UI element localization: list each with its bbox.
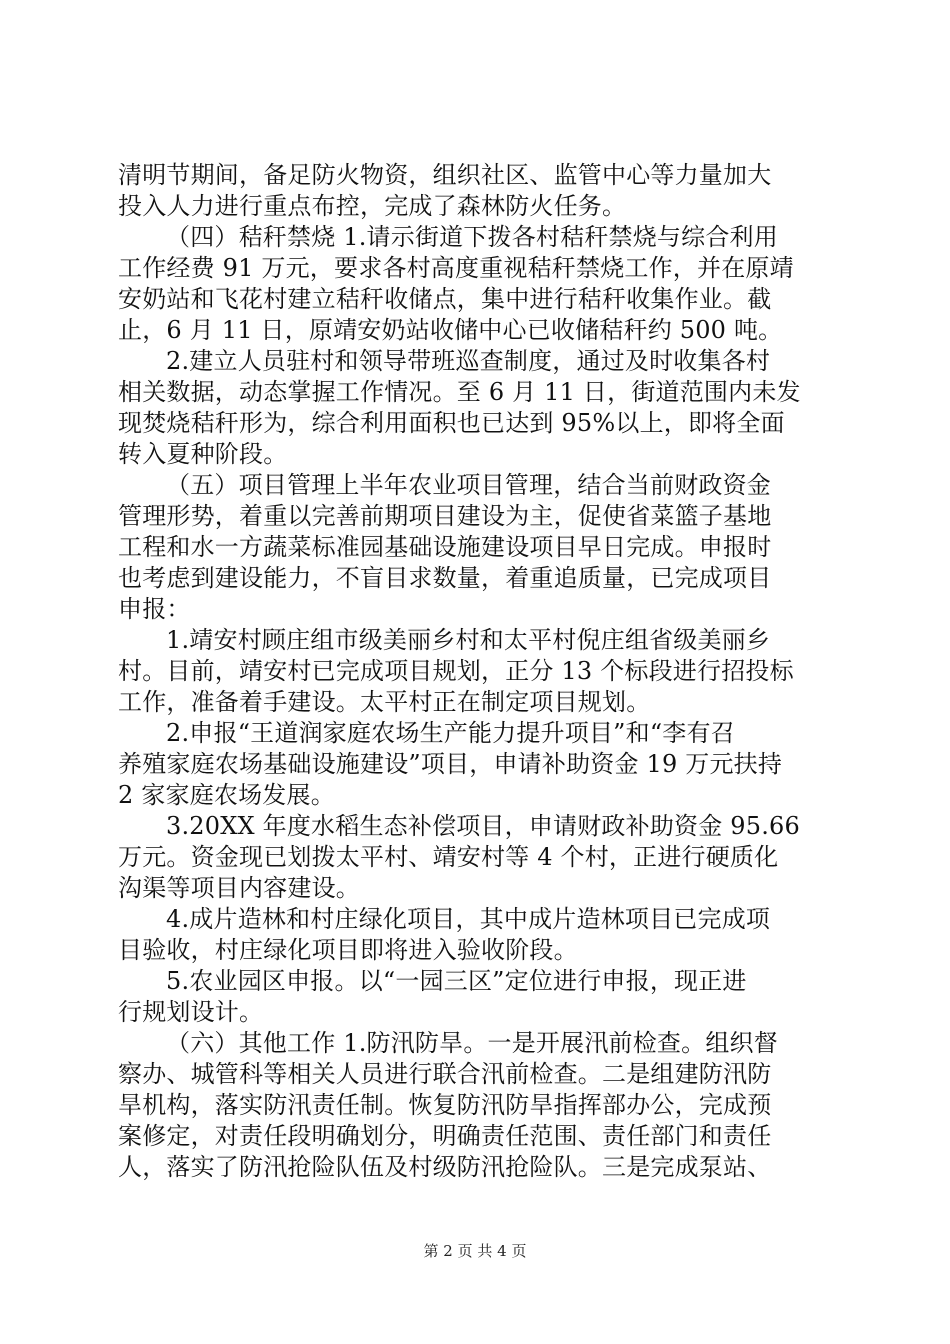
- text-line: 养殖家庭农场基础设施建设”项目，申请补助资金 19 万元扶持: [118, 750, 783, 778]
- text-line: 工作，准备着手建设。太平村正在制定项目规划。: [118, 688, 651, 716]
- text-line: 工程和水一方蔬菜标准园基础设施建设项目早日完成。申报时: [118, 533, 772, 561]
- text-line: 清明节期间，备足防火物资，组织社区、监管中心等力量加大: [118, 161, 772, 189]
- text-line: 人，落实了防汛抢险队伍及村级防汛抢险队。三是完成泵站、: [118, 1153, 772, 1181]
- text-line: 2 家家庭农场发展。: [118, 781, 335, 809]
- text-line: 管理形势，着重以完善前期项目建设为主，促使省菜篮子基地: [118, 502, 772, 530]
- text-line: 旱机构，落实防汛责任制。恢复防汛防旱指挥部办公，完成预: [118, 1091, 772, 1119]
- text-line: 也考虑到建设能力，不盲目求数量，着重追质量，已完成项目: [118, 564, 772, 592]
- text-line: 行规划设计。: [118, 998, 264, 1026]
- text-line: 工作经费 91 万元，要求各村高度重视秸秆禁烧工作，并在原靖: [118, 254, 794, 282]
- text-line: 万元。资金现已划拨太平村、靖安村等 4 个村，正进行硬质化: [118, 843, 779, 871]
- text-line: 2.建立人员驻村和领导带班巡查制度，通过及时收集各村: [166, 347, 771, 375]
- text-line: 案修定，对责任段明确划分，明确责任范围、责任部门和责任: [118, 1122, 772, 1150]
- page-footer: 第 2 页 共 4 页: [423, 1242, 527, 1260]
- text-line: 安奶站和飞花村建立秸秆收储点，集中进行秸秆收集作业。截: [118, 285, 772, 313]
- document-body: [118, 160, 838, 1183]
- text-line: 5.农业园区申报。以“一园三区”定位进行申报，现正进: [166, 967, 747, 995]
- text-line: 3.20XX 年度水稻生态补偿项目，申请财政补助资金 95.66: [166, 812, 800, 840]
- text-line: 申报：: [118, 595, 191, 623]
- text-line: 止，6 月 11 日，原靖安奶站收储中心已收储秸秆约 500 吨。: [118, 316, 783, 344]
- text-line: 察办、城管科等相关人员进行联合汛前检查。二是组建防汛防: [118, 1060, 772, 1088]
- text-line: 现焚烧秸秆形为，综合利用面积也已达到 95%以上，即将全面: [118, 409, 785, 437]
- text-line: 4.成片造林和村庄绿化项目，其中成片造林项目已完成项: [166, 905, 771, 933]
- text-line: 投入人力进行重点布控，完成了森林防火任务。: [118, 192, 627, 220]
- text-line: （四）秸秆禁烧 1.请示街道下拨各村秸秆禁烧与综合利用: [166, 223, 778, 251]
- text-line: 沟渠等项目内容建设。: [118, 874, 360, 902]
- text-line: （五）项目管理上半年农业项目管理，结合当前财政资金: [166, 471, 771, 499]
- text-line: 转入夏种阶段。: [118, 440, 288, 468]
- text-line: 目验收，村庄绿化项目即将进入验收阶段。: [118, 936, 578, 964]
- text-line: 相关数据，动态掌握工作情况。至 6 月 11 日，街道范围内未发: [118, 378, 801, 406]
- text-line: （六）其他工作 1.防汛防旱。一是开展汛前检查。组织督: [166, 1029, 778, 1057]
- text-line: 村。目前，靖安村已完成项目规划，正分 13 个标段进行招投标: [118, 657, 794, 685]
- text-line: 2.申报“王道润家庭农场生产能力提升项目”和“李有召: [166, 719, 735, 747]
- text-line: 1.靖安村顾庄组市级美丽乡村和太平村倪庄组省级美丽乡: [166, 626, 771, 654]
